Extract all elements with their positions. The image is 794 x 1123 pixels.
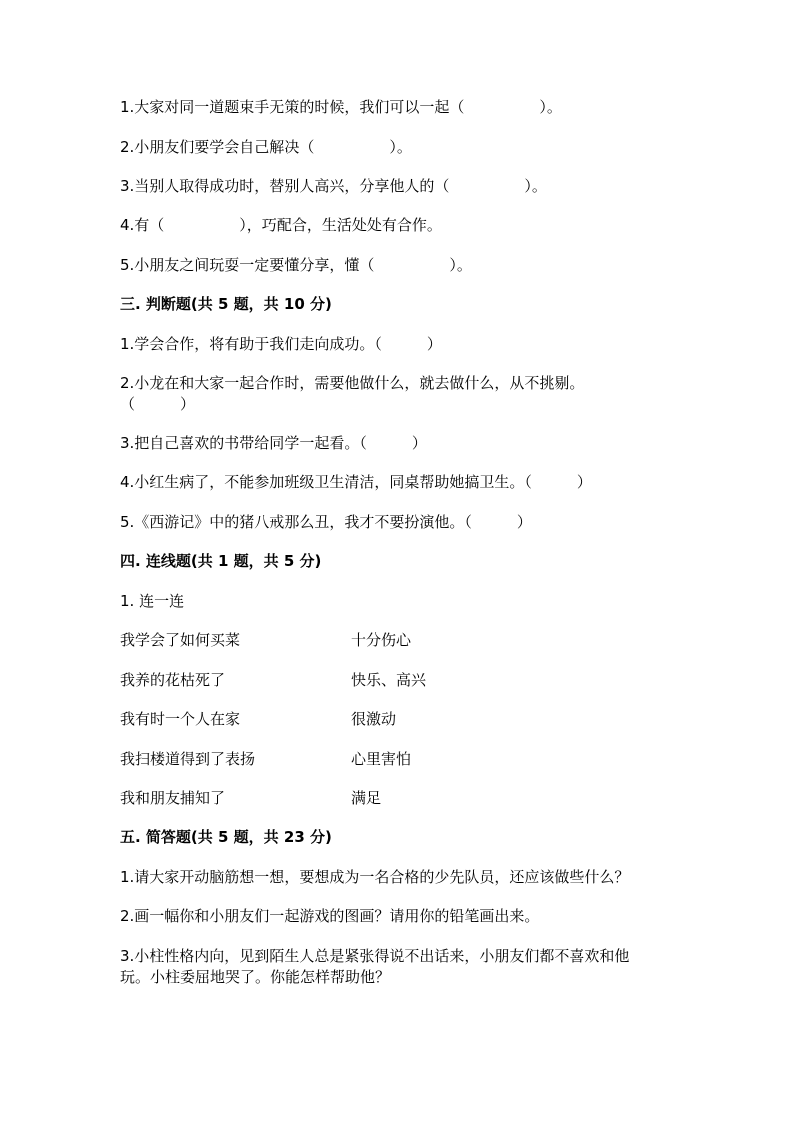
section-5-title: 五. 简答题(共 5 题，共 23 分) (120, 828, 332, 846)
judge-item-2-blank: （ ） (120, 395, 196, 413)
short-answer-item-1: 1.请大家开动脑筋想一想，要想成为一名合格的少先队员，还应该做些什么？ (120, 868, 630, 886)
matching-right-item-2: 快乐、高兴 (351, 671, 427, 689)
matching-left-item-2: 我养的花枯死了 (120, 671, 226, 689)
fill-blank-item-5: 5.小朋友之间玩耍一定要懂分享，懂（ ）。 (120, 256, 472, 274)
matching-left-item-1: 我学会了如何买菜 (120, 631, 241, 649)
fill-blank-item-3: 3.当别人取得成功时，替别人高兴，分享他人的（ ）。 (120, 177, 547, 195)
judge-item-4: 4.小红生病了，不能参加班级卫生清洁，同桌帮助她搞卫生。（ ） (120, 473, 592, 491)
fill-blank-item-1: 1.大家对同一道题束手无策的时候，我们可以一起（ ）。 (120, 98, 562, 116)
matching-left-item-5: 我和朋友捕知了 (120, 789, 226, 807)
judge-item-3: 3.把自己喜欢的书带给同学一起看。（ ） (120, 434, 427, 452)
judge-item-2: 2.小龙在和大家一起合作时，需要他做什么，就去做什么，从不挑剔。 (120, 374, 585, 392)
matching-right-item-1: 十分伤心 (351, 631, 412, 649)
section-3-title: 三. 判断题(共 5 题，共 10 分) (120, 295, 332, 313)
short-answer-item-2: 2.画一幅你和小朋友们一起游戏的图画？请用你的铅笔画出来。 (120, 907, 540, 925)
matching-left-item-4: 我扫楼道得到了表扬 (120, 750, 256, 768)
matching-right-item-3: 很激动 (351, 710, 397, 728)
matching-right-item-5: 满足 (351, 789, 382, 807)
fill-blank-item-2: 2.小朋友们要学会自己解决（ ）。 (120, 138, 412, 156)
matching-question: 1. 连一连 (120, 592, 185, 610)
fill-blank-item-4: 4.有（ ），巧配合，生活处处有合作。 (120, 216, 442, 234)
judge-item-1: 1.学会合作，将有助于我们走向成功。（ ） (120, 335, 442, 353)
judge-item-5: 5.《西游记》中的猪八戒那么丑，我才不要扮演他。（ ） (120, 513, 532, 531)
matching-right-item-4: 心里害怕 (351, 750, 412, 768)
section-4-title: 四. 连线题(共 1 题，共 5 分) (120, 552, 322, 570)
short-answer-item-3: 3.小柱性格内向，见到陌生人总是紧张得说不出话来，小朋友们都不喜欢和他 (120, 947, 630, 965)
short-answer-item-3-cont: 玩。小柱委屈地哭了。你能怎样帮助他？ (120, 968, 391, 986)
matching-left-item-3: 我有时一个人在家 (120, 710, 241, 728)
